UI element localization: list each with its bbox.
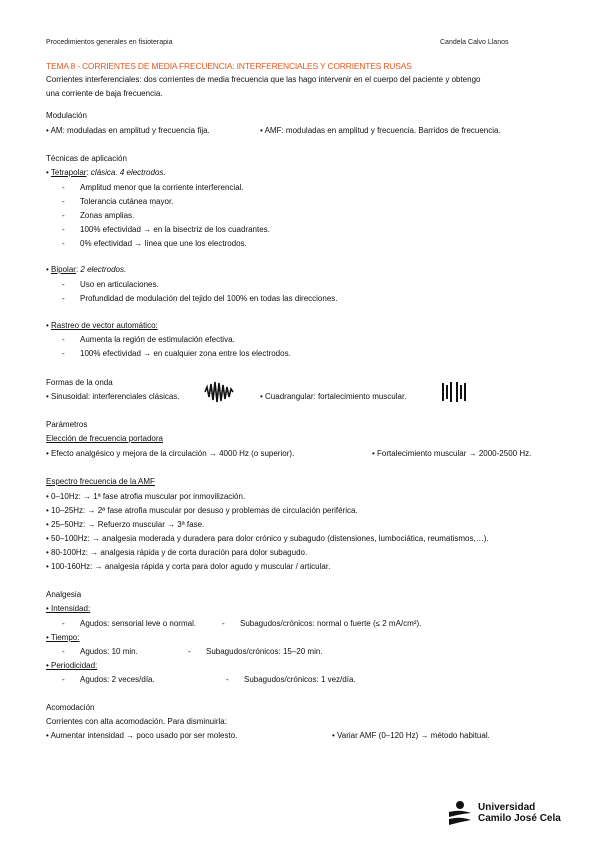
dash: -: [62, 335, 65, 344]
dash: -: [62, 197, 65, 206]
page-title: TEMA 8 - CORRIENTES DE MEDIA FRECUENCIA: INTERFERENCIALES Y CORRIENTES RUSAS: [46, 61, 412, 71]
acomodacion-aumentar: • Aumentar intensidad → poco usado por ser molesto.: [46, 731, 238, 740]
square-wave-icon: [440, 381, 468, 403]
tetrapolar-item: 0% efectividad → línea que une los electrodos.: [80, 239, 247, 248]
bullet: •: [46, 168, 51, 177]
espectro-heading: Espectro frecuencia de la AMF: [46, 477, 155, 486]
dash: -: [62, 211, 65, 220]
periodicidad-label: • Periodicidad:: [46, 661, 98, 670]
espectro-item: • 25–50Hz: → Refuerzo muscular → 3ª fase.: [46, 520, 205, 529]
colon: :: [86, 168, 89, 177]
tetrapolar-desc: clásica. 4 electrodos.: [88, 168, 166, 177]
modulacion-am: • AM: moduladas en amplitud y frecuencia fija.: [46, 126, 210, 135]
header-right: Candela Calvo Llanos: [440, 39, 509, 46]
dash: -: [62, 349, 65, 358]
periodicidad-agudos: Agudos: 2 veces/día.: [80, 675, 155, 684]
dash: -: [188, 647, 191, 656]
tiempo-subagudos: Subagudos/crónicos: 15–20 min.: [206, 647, 323, 656]
dash: -: [62, 183, 65, 192]
portadora-analgesico: • Efecto analgésico y mejora de la circulación → 4000 Hz (o superior).: [46, 449, 295, 458]
bipolar-item: Profundidad de modulación del tejido del 100% en todas las direcciones.: [80, 294, 338, 303]
tetrapolar-item: Tolerancia cutánea mayor.: [80, 197, 174, 206]
tetrapolar-item: Amplitud menor que la corriente interferencial.: [80, 183, 244, 192]
tiempo-label: • Tiempo:: [46, 633, 80, 642]
bipolar-line: [46, 265, 126, 275]
espectro-item: • 100-160Hz: → analgesia rápida y corta para dolor agudo y muscular / articular.: [46, 562, 331, 571]
header-left: Procedimientos generales en fisioterapia: [46, 39, 173, 46]
dash: -: [62, 225, 65, 234]
logo-line-1: Universidad: [478, 802, 536, 813]
bipolar-label: Bipolar: [51, 265, 76, 274]
acomodacion-heading: Acomodación: [46, 703, 95, 712]
tetrapolar-line: [46, 168, 166, 178]
dash: -: [62, 675, 65, 684]
portadora-heading: Elección de frecuencia portadora: [46, 434, 163, 443]
espectro-item: • 0–10Hz: → 1ª fase atrofia muscular por inmovilización.: [46, 492, 246, 501]
acomodacion-line: Corrientes con alta acomodación. Para disminuirla:: [46, 717, 227, 726]
colon: :: [155, 321, 158, 330]
rastreo-line: [46, 321, 158, 331]
espectro-item: • 10–25Hz: → 2ª fase atrofia muscular por desuso y problemas de circulación periférica.: [46, 506, 358, 515]
rastreo-item: Aumenta la región de estimulación efectiva.: [80, 335, 235, 344]
bipolar-item: Uso en articulaciones.: [80, 280, 159, 289]
intensidad-agudos: Agudos: sensorial leve o normal.: [80, 619, 197, 628]
rastreo-item: 100% efectividad → en cualquier zona entre los electrodos.: [80, 349, 291, 358]
sinusoidal-wave-icon: [204, 381, 234, 403]
formas-sinusoidal: • Sinusoidal: interferenciales clásicas.: [46, 392, 180, 401]
dash: -: [62, 619, 65, 628]
intensidad-label: • Intensidad:: [46, 604, 91, 613]
intro-line-2: una corriente de baja frecuencia.: [46, 89, 163, 98]
intensidad-subagudos: Subagudos/crónicos: normal o fuerte (≤ 2 mA/cm²).: [240, 619, 422, 628]
logo-line-2: Camilo José Cela: [478, 813, 561, 824]
espectro-item: • 80-100Hz: → analgesia rápida y de corta duración para dolor subagudo.: [46, 548, 308, 557]
intro-line-1: Corrientes interferenciales: dos corrientes de media frecuencia que las hago intervenir en el cuerpo del paciente y obtengo: [46, 75, 481, 84]
rastreo-label: Rastreo de vector automático: [51, 321, 156, 330]
periodicidad-subagudos: Subagudos/crónicos: 1 vez/día.: [244, 675, 356, 684]
tecnicas-heading: Técnicas de aplicación: [46, 154, 127, 163]
dash: -: [62, 647, 65, 656]
dash: -: [62, 294, 65, 303]
tetrapolar-item: 100% efectividad → en la bisectriz de los cuadrantes.: [80, 225, 270, 234]
modulacion-heading: Modulación: [46, 111, 87, 120]
dash: -: [62, 239, 65, 248]
dash: -: [226, 675, 229, 684]
colon: :: [75, 265, 79, 274]
modulacion-amf: • AMF: moduladas en amplitud y frecuencia. Barridos de frecuencia.: [260, 126, 501, 135]
acomodacion-variar: • Variar AMF (0–120 Hz) → método habitual.: [332, 731, 490, 740]
tetrapolar-label: Tetrapolar: [50, 168, 87, 177]
portadora-fortalecimiento: • Fortalecimiento muscular → 2000-2500 Hz.: [372, 449, 532, 458]
tiempo-agudos: Agudos: 10 min.: [80, 647, 138, 656]
analgesia-heading: Analgesia: [46, 590, 82, 599]
bullet: •: [46, 321, 52, 330]
tetrapolar-item: Zonas amplias.: [80, 211, 135, 220]
espectro-item: • 50–100Hz: → analgesia moderada y duradera para dolor crónico y subagudo (distensiones, lumbociática, reumatismos,…).: [46, 534, 489, 543]
parametros-heading: Parámetros: [46, 420, 88, 429]
bullet: •: [46, 265, 52, 274]
university-logo-icon: [446, 800, 474, 826]
formas-cuadrangular: • Cuadrangular: fortalecimiento muscular.: [260, 392, 407, 401]
dash: -: [222, 619, 225, 628]
bipolar-desc: 2 electrodos.: [78, 265, 127, 274]
formas-heading: Formas de la onda: [46, 378, 113, 387]
dash: -: [62, 280, 65, 289]
